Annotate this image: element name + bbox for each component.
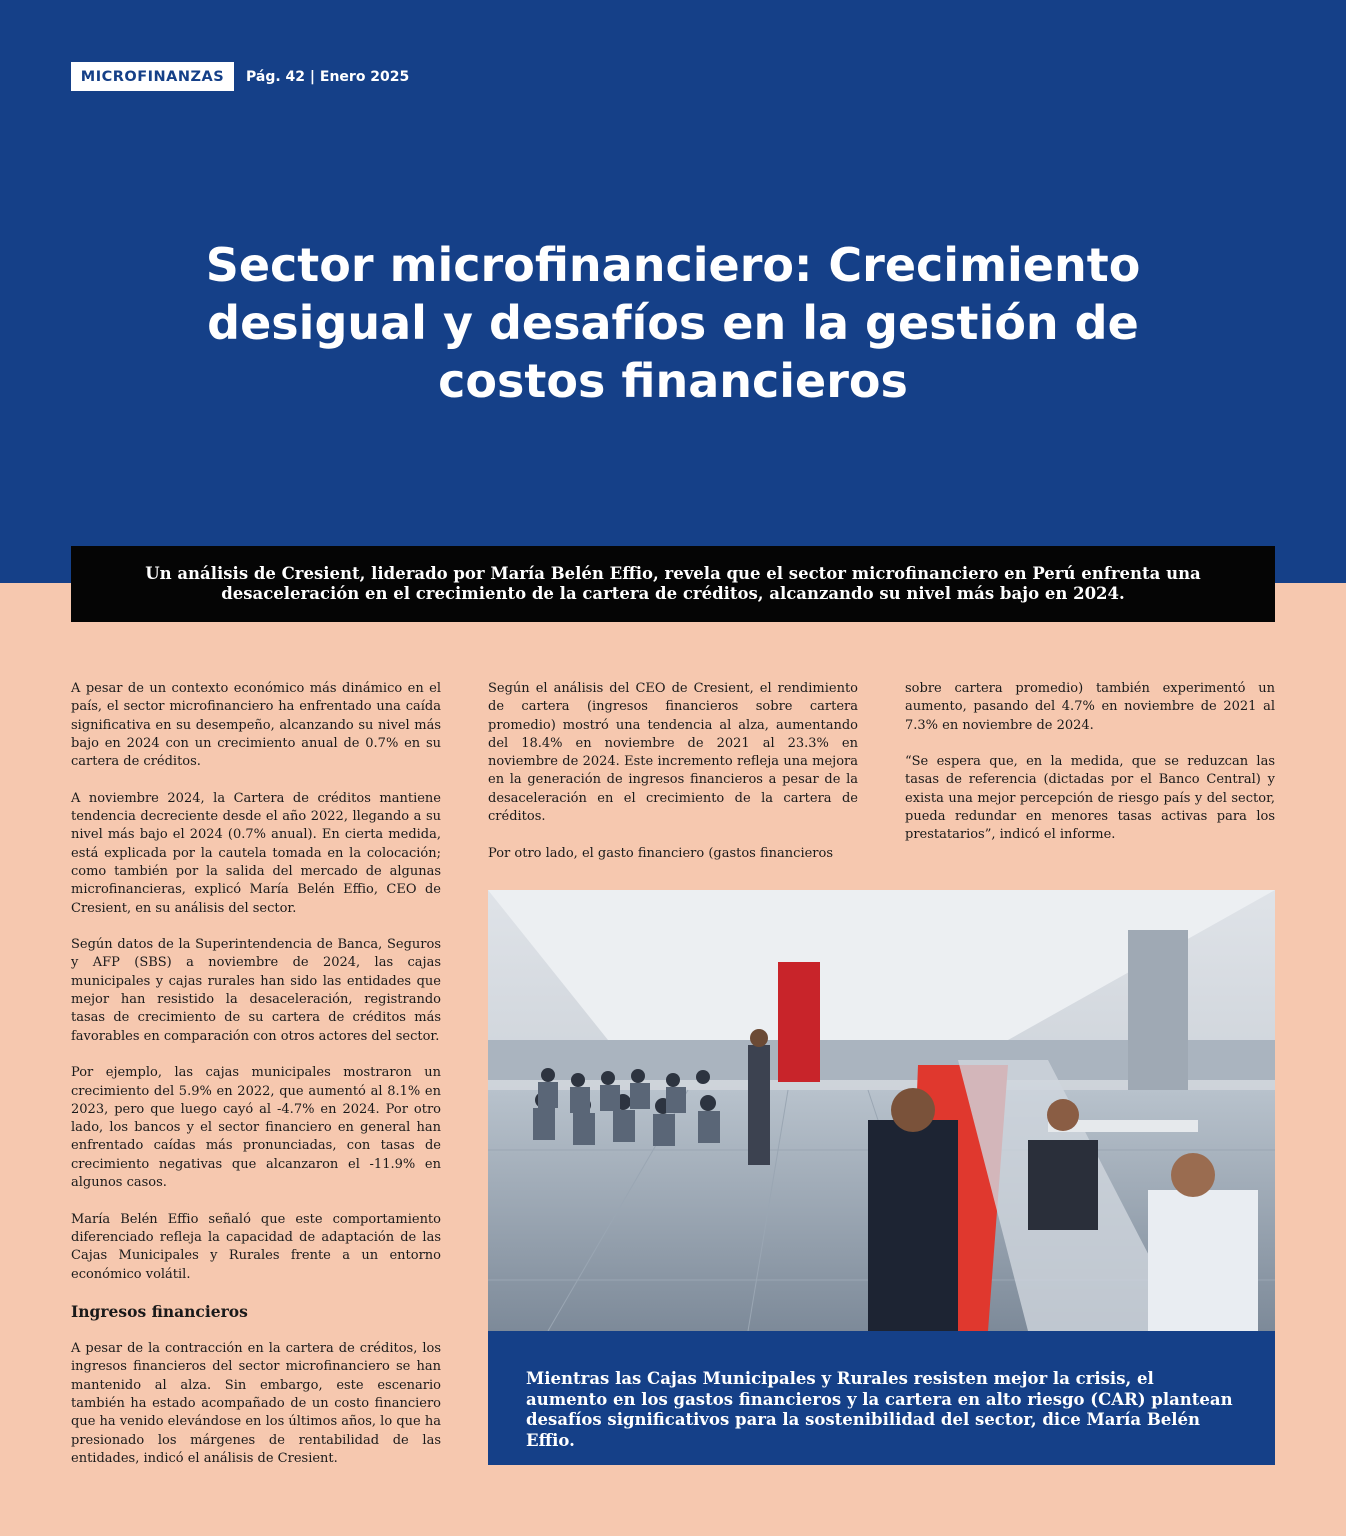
paragraph: A noviembre 2024, la Cartera de créditos mantiene tendencia decreciente desde el año 2022, llegando a su nivel más bajo el 2024 (0.7% anual). En cierta medida, está explicada por la cautela tomada en la colocación; como también por la salida del mercado de algunas microfinancieras, explicó María Belén Effio, CEO de Cresient, en su análisis del sector. (71, 790, 441, 916)
paragraph: Según datos de la Superintendencia de Banca, Seguros y AFP (SBS) a noviembre de 2024, las cajas municipales y cajas rurales han sido las entidades que mejor han resistido la desaceleración, registrando tasas de crecimiento de su cartera de créditos más favorables en comparación con otros actores del sector. (71, 937, 441, 1044)
paragraph: Por otro lado, el gasto financiero (gastos financieros (488, 845, 834, 861)
article-lead: Un análisis de Cresient, liderado por María Belén Effio, revela que el sector microfinanciero en Perú enfrenta una desaceleración en el crecimiento de la cartera de créditos, alcanzando su nivel más bajo en 2024. (71, 546, 1275, 622)
paragraph: María Belén Effio señaló que este comportamiento diferenciado refleja la capacidad de adaptación de las Cajas Municipales y Rurales frente a un entorno económico volátil. (71, 1211, 441, 1282)
paragraph: Por ejemplo, las cajas municipales mostraron un crecimiento del 5.9% en 2022, que aumentó al 8.1% en 2023, pero que luego cayó al -4.7% en 2024. Por otro lado, los bancos y el sector financiero en general han enfrentado caídas más pronunciadas, con tasas de crecimiento negativas que alcanzaron el -11.9% en algunos casos. (71, 1065, 441, 1191)
section-subheading: Ingresos financieros (71, 1302, 248, 1322)
paragraph: Según el análisis del CEO de Cresient, el rendimiento de cartera (ingresos financieros sobre cartera promedio) mostró una tendencia al alza, aumentando del 18.4% en noviembre de 2021 al 23.3% en noviembre de 2024. Este incremento refleja una mejora en la generación de ingresos financieros a pesar de la desaceleración en el crecimiento de la cartera de créditos. (488, 681, 858, 825)
paragraph: A pesar de la contracción en la cartera de créditos, los ingresos financieros del sector microfinanciero se han mantenido al alza. Sin embargo, este escenario también ha estado acompañado de un costo financiero que ha venido elevándose en los últimos años, lo que ha presionado los márgenes de rentabilidad de las entidades, indicó el análisis de Cresient. (71, 1341, 441, 1466)
paragraph: “Se espera que, en la medida, que se reduzcan las tasas de referencia (dictadas por el Banco Central) y exista una mejor percepción de riesgo país y del sector, pueda redundar en menores tasas activas para los prestatarios”, indicó el informe. (905, 754, 1275, 843)
paragraph: A pesar de un contexto económico más dinámico en el país, el sector microfinanciero ha enfrentado una caída significativa en su desempeño, alcanzando su nivel más bajo en 2024 con un crecimiento anual de 0.7% en su cartera de créditos. (71, 681, 441, 770)
article-column-1 (71, 680, 441, 1486)
photo-caption: Mientras las Cajas Municipales y Rurales resisten mejor la crisis, el aumento en los gastos financieros y la cartera en alto riesgo (CAR) plantean desafíos significativos para la sostenibilidad del sector, dice María Belén Effio. (488, 1331, 1275, 1465)
article-column-2 (488, 680, 858, 881)
paragraph: sobre cartera promedio) también experimentó un aumento, pasando del 4.7% en noviembre de 2021 al 7.3% en noviembre de 2024. (905, 681, 1275, 733)
article-title: Sector microfinanciero: Crecimiento desigual y desafíos en la gestión de costos financieros (205, 238, 1141, 408)
article-column-3 (905, 680, 1275, 863)
page-header (71, 62, 409, 91)
page-number-date: Pág. 42 | Enero 2025 (246, 68, 410, 85)
bank-branch-photo (488, 890, 1275, 1331)
brand-logo: MICROFINANZAS (71, 62, 234, 91)
